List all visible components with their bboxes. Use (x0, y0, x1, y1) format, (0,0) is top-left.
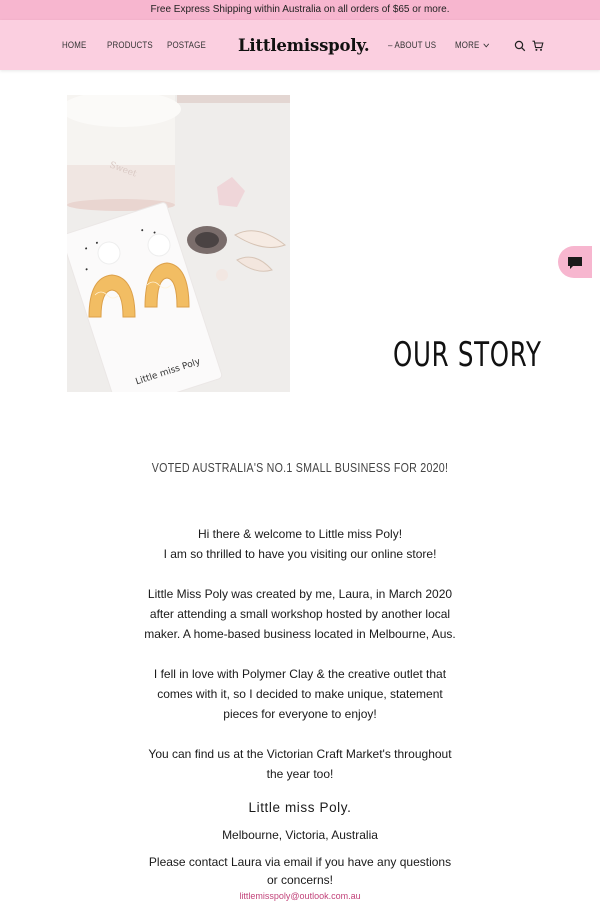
nav-more-label: MORE (455, 40, 480, 50)
search-icon[interactable] (514, 39, 526, 51)
chat-widget-button[interactable] (558, 246, 592, 278)
nav-more[interactable] (455, 20, 489, 70)
nav-about-us[interactable]: – ABOUT US (388, 40, 437, 50)
site-logo[interactable]: Littlemisspoly. (238, 36, 370, 55)
cart-icon[interactable] (532, 39, 544, 51)
site-header (0, 20, 600, 70)
market-paragraph: You can find us at the Victorian Craft Market's throughout the year too! (148, 747, 452, 781)
welcome-line-1: Hi there & welcome to Little miss Poly! (197, 527, 403, 541)
email-link[interactable]: littlemisspoly@outlook.com.au (239, 891, 361, 901)
hero-product-image (67, 95, 290, 392)
card-brand-text: Little miss Poly (134, 357, 202, 388)
page-title: OUR STORY (393, 335, 542, 375)
location-text: Melbourne, Victoria, Australia (222, 828, 378, 842)
award-tagline: VOTED AUSTRALIA'S NO.1 SMALL BUSINESS FOR 2020! (151, 460, 449, 475)
chat-icon (558, 246, 592, 278)
passion-paragraph: I fell in love with Polymer Clay & the creative outlet that comes with it, so I decided to make unique, statement pieces for everyone to enjoy! (153, 667, 447, 721)
welcome-paragraph (140, 524, 460, 564)
nav-home[interactable]: HOME (62, 40, 87, 50)
welcome-line-2: I am so thrilled to have you visiting our online store! (163, 547, 437, 561)
chevron-down-icon (483, 43, 489, 48)
announcement-bar: Free Express Shipping within Australia on all orders of $65 or more. (0, 0, 600, 20)
about-paragraph: Little Miss Poly was created by me, Laura, in March 2020 after attending a small workshop hosted by another local maker. A home-based business located in Melbourne, Aus. (144, 587, 456, 641)
nav-postage[interactable]: POSTAGE (167, 40, 206, 50)
contact-text: Please contact Laura via email if you have any questions or concerns! (148, 855, 452, 887)
signature: Little miss Poly. (248, 800, 352, 815)
nav-products[interactable]: PRODUCTS (107, 40, 153, 50)
svg-text:Sweet: Sweet (107, 160, 138, 180)
